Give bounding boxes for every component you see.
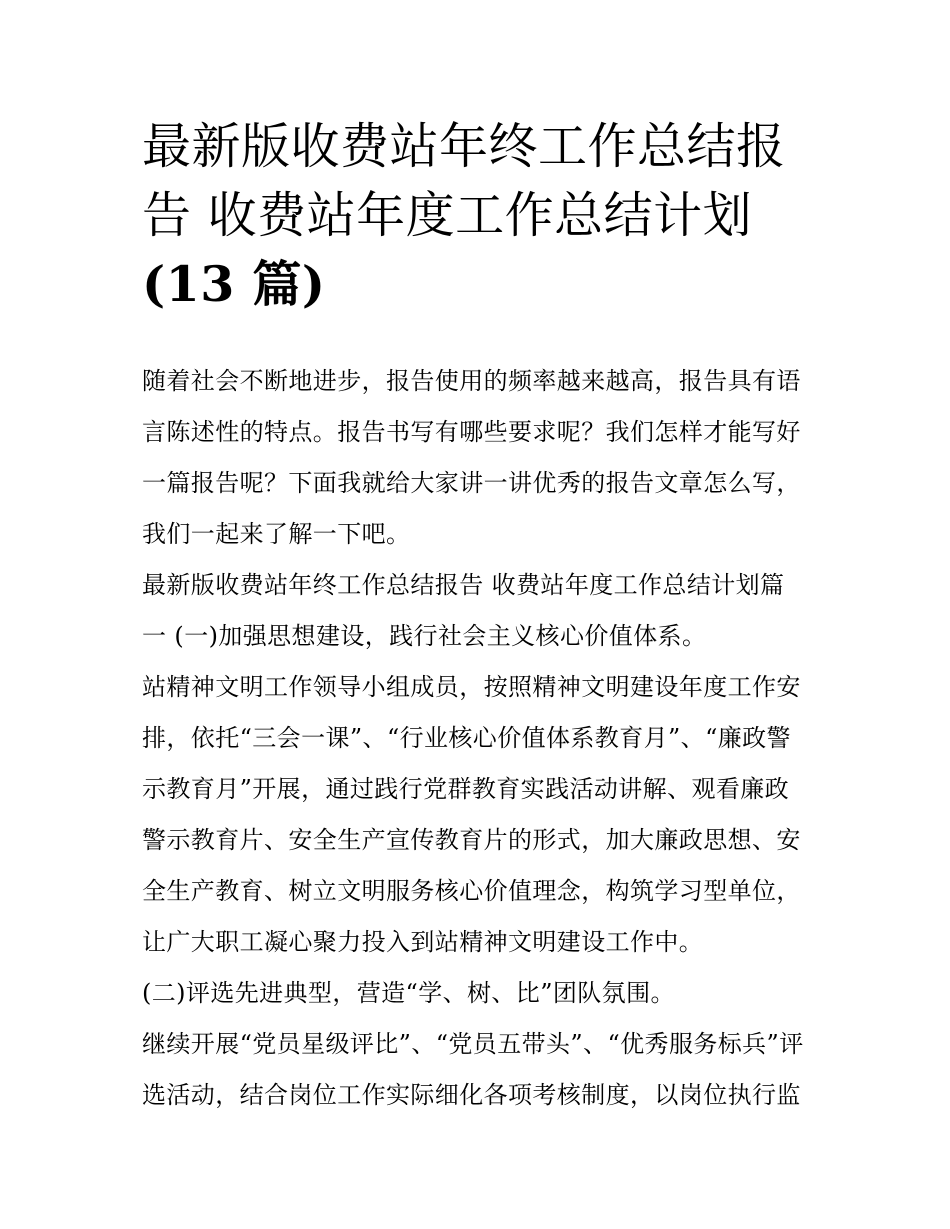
body-line-13: (二)评选先进典型，营造“学、树、比”团队氛围。 (142, 979, 675, 1007)
body-line-3: 一篇报告呢？下面我就给大家讲一讲优秀的报告文章怎么写， (142, 469, 801, 497)
body-line-12: 让广大职工凝心聚力投入到站精神文明建设工作中。 (142, 928, 704, 956)
title-line-1: 最新版收费站年终工作总结报 (142, 118, 786, 175)
body-line-1: 随着社会不断地进步，报告使用的频率越来越高，报告具有语 (142, 367, 801, 395)
body-line-11: 全生产教育、树立文明服务核心价值理念，构筑学习型单位， (142, 877, 801, 905)
document-title (142, 112, 822, 319)
body-line-9: 示教育月”开展，通过践行党群教育实践活动讲解、观看廉政 (142, 775, 790, 803)
body-line-4: 我们一起来了解一下吧。 (142, 520, 411, 548)
body-line-5: 最新版收费站年终工作总结报告 收费站年度工作总结计划篇 (142, 571, 785, 599)
body-line-15: 选活动，结合岗位工作实际细化各项考核制度，以岗位执行监 (142, 1081, 801, 1109)
title-line-2: 告 收费站年度工作总结计划 (142, 187, 753, 244)
body-line-8: 排，依托“三会一课”、“行业核心价值体系教育月”、“廉政警 (142, 724, 791, 752)
body-line-14: 继续开展“党员星级评比”、“党员五带头”、“优秀服务标兵”评 (142, 1030, 804, 1058)
document-body (142, 356, 822, 1121)
title-line-3: (13 篇) (142, 255, 326, 313)
body-line-10: 警示教育片、安全生产宣传教育片的形式，加大廉政思想、安 (142, 826, 801, 854)
body-line-2: 言陈述性的特点。报告书写有哪些要求呢？我们怎样才能写好 (142, 418, 801, 446)
body-line-6: 一 (一)加强思想建设，践行社会主义核心价值体系。 (142, 622, 707, 650)
body-line-7: 站精神文明工作领导小组成员，按照精神文明建设年度工作安 (142, 673, 801, 701)
